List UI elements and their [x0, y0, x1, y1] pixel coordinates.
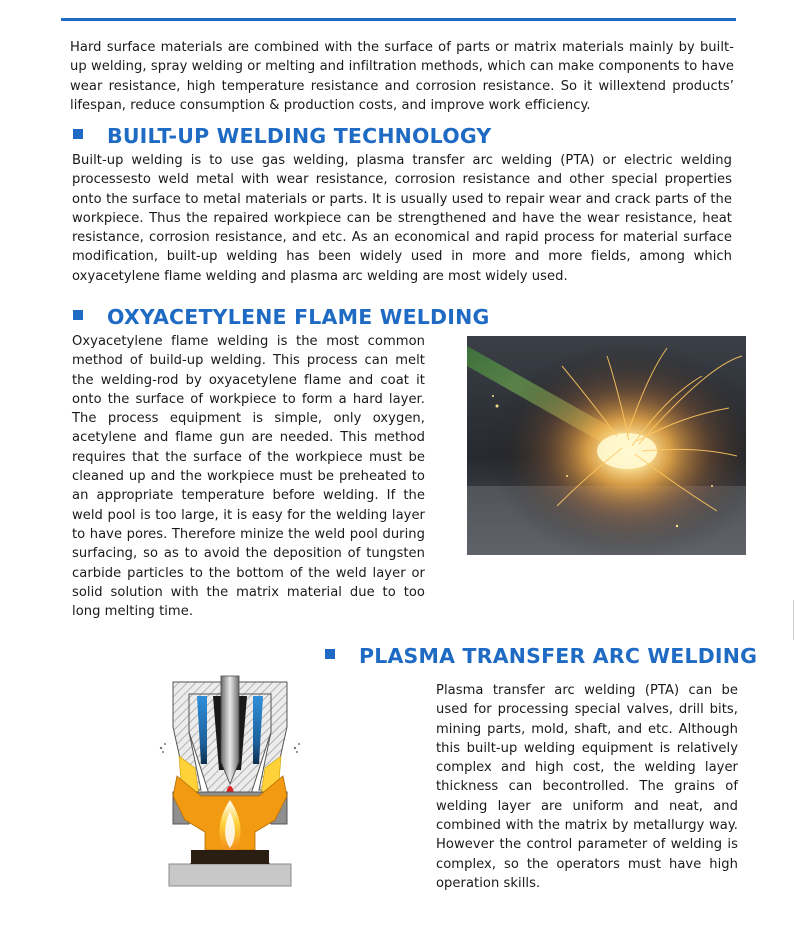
intro-paragraph: Hard surface materials are combined with the surface of parts or matrix materials mainly by built-up welding, spray welding or melting and infiltration methods, which can make components to have wear resistance, high temperature resistance and corrosion resistance. So it willextend products’ lifespan, reduce consumption & production costs, and improve work efficiency. — [70, 40, 734, 113]
header-rule — [61, 18, 736, 21]
page-edge-mark — [793, 600, 794, 640]
built-up-heading — [73, 124, 491, 148]
pta-heading — [325, 644, 757, 668]
square-bullet-icon — [73, 310, 83, 320]
oxy-title: OXYACETYLENE FLAME WELDING — [107, 305, 490, 329]
welding-sparks-image — [467, 336, 746, 555]
pta-paragraph: Plasma transfer arc welding (PTA) can be used for processing special valves, drill bits, mining parts, mold, shaft, and etc. Although this built-up welding equipment is relatively complex and high cost, the welding layer thickness can becontrolled. The grains of welding layer are uniform and neat, and combined with the matrix by metallurgy way. However the control parameter of welding is complex, so the operators must have high operation skills. — [436, 683, 738, 891]
pta-torch-diagram — [155, 672, 305, 890]
pta-torch-illustration — [155, 672, 305, 890]
square-bullet-icon — [73, 129, 83, 139]
built-up-paragraph: Built-up welding is to use gas welding, plasma transfer arc welding (PTA) or electric welding processesto weld metal with wear resistance, corrosion resistance and other special properties onto the surface to metal materials or parts. It is usually used to repair wear and crack parts of the workpiece. Thus the repaired workpiece can be strengthened and have the wear resistance, heat resistance, corrosion resistance, and etc. As an economical and rapid process for material surface modification, built-up welding has been widely used in more and more fields, among which oxyacetylene flame welding and plasma arc welding are most widely used. — [72, 153, 732, 284]
pta-title: PLASMA TRANSFER ARC WELDING — [359, 644, 758, 668]
square-bullet-icon — [325, 649, 335, 659]
welding-photo — [467, 336, 746, 555]
oxy-paragraph: Oxyacetylene flame welding is the most common method of build-up welding. This process can melt the welding-rod by oxyacetylene flame and coat it onto the surface of workpiece to form a hard layer. The process equipment is simple, only oxygen, acetylene and flame gun are needed. This method requires that the surface of the workpiece must be cleaned up and the workpiece must be preheated to an appropriate temperature before welding. If the weld pool is too large, it is easy for the welding layer to have pores. Therefore minize the weld pool during surfacing, so as to avoid the deposition of tungsten carbide particles to the bottom of the weld layer or solid solution with the matrix material due to too long melting time. — [72, 334, 425, 620]
oxy-heading — [73, 305, 489, 329]
built-up-title: BUILT-UP WELDING TECHNOLOGY — [107, 124, 492, 148]
